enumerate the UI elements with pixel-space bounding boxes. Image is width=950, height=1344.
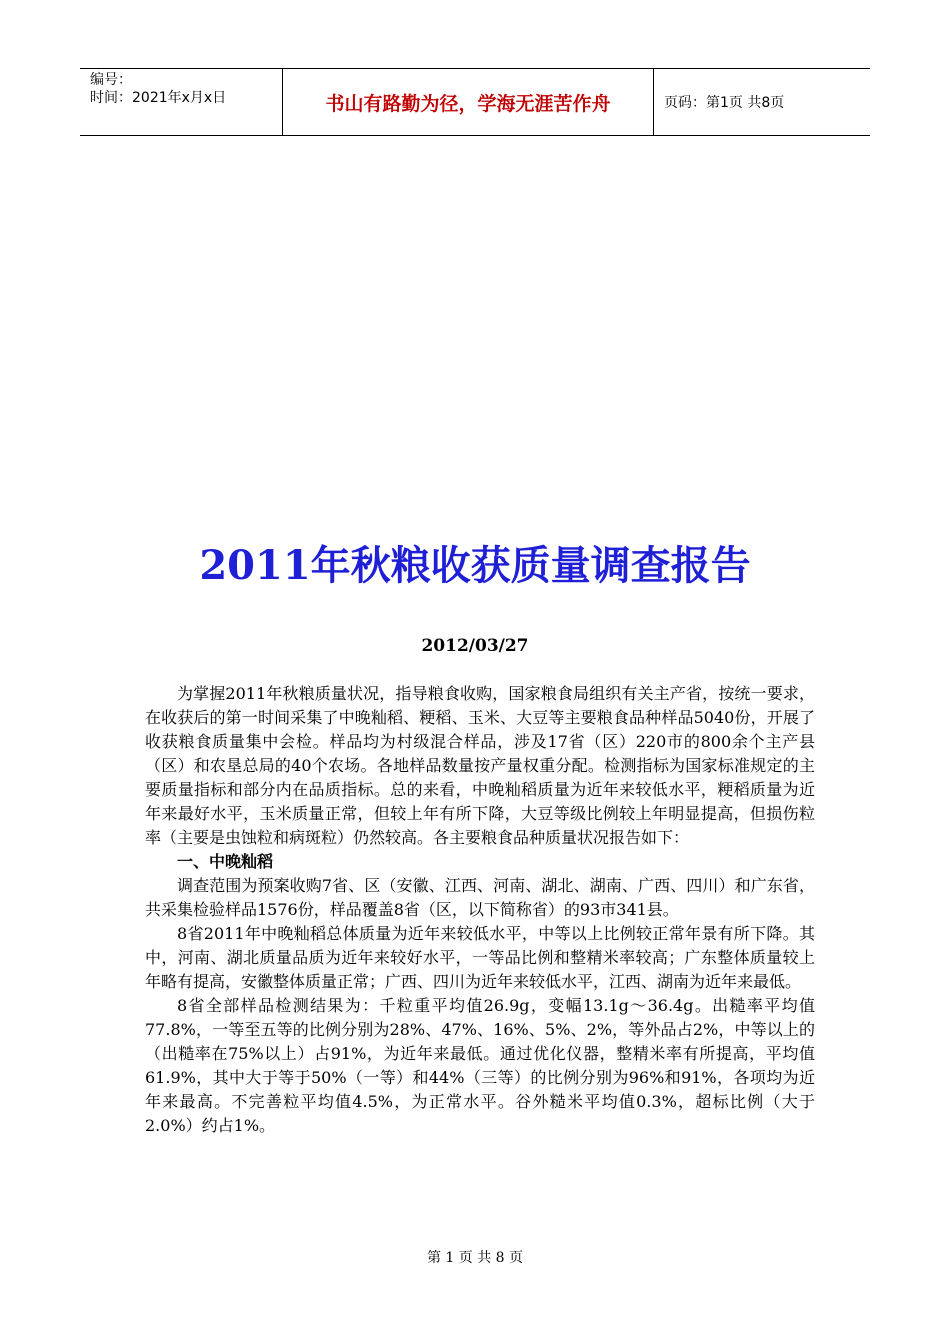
document-title: 2011年秋粮收获质量调查报告 — [199, 542, 751, 589]
body-paragraph: 调查范围为预案收购7省、区（安徽、江西、河南、湖北、湖南、广西、四川）和广东省，共采集检验样品1576份，样品覆盖8省（区，以下简称省）的93市341县。 — [145, 876, 815, 919]
document-date: 2012/03/27 — [421, 636, 529, 656]
header-motto: 书山有路勤为径，学海无涯苦作舟 — [282, 69, 654, 135]
time-label: 时间：2021年x月x日 — [90, 90, 227, 106]
body-paragraph: 8省2011年中晚籼稻总体质量为近年来较低水平，中等以上比例较正常年景有所下降。其中，河南、湖北质量品质为近年来较好水平，一等品比例和整精米率较高；广东整体质量较上年略有提高，安徽整体质量正常；广西、四川为近年来较低水平，江西、湖南为近年来最低。 — [145, 924, 815, 991]
header-page-info: 页码：第1页 共8页 — [664, 95, 785, 111]
header-meta — [80, 69, 282, 135]
document-body — [145, 682, 815, 1138]
page-footer: 第 1 页 共 8 页 — [426, 1250, 524, 1266]
page-header — [80, 68, 870, 136]
number-label: 编号： — [90, 72, 132, 88]
section-heading: 一、中晚籼稻 — [177, 852, 274, 871]
intro-paragraph: 为掌握2011年秋粮质量状况，指导粮食收购，国家粮食局组织有关主产省，按统一要求，在收获后的第一时间采集了中晚籼稻、粳稻、玉米、大豆等主要粮食品种样品5040份，开展了收获粮食质量集中会检。样品均为村级混合样品，涉及17省（区）220市的800余个主产县（区）和农垦总局的40个农场。各地样品数量按产量权重分配。检测指标为国家标准规定的主要质量指标和部分内在品质指标。总的来看，中晚籼稻质量为近年来较低水平，粳稻质量为近年来最好水平，玉米质量正常，但较上年有所下降，大豆等级比例较上年明显提高，但损伤粒率（主要是虫蚀粒和病斑粒）仍然较高。各主要粮食品种质量状况报告如下： — [145, 684, 815, 847]
body-paragraph: 8省全部样品检测结果为：千粒重平均值26.9g，变幅13.1g～36.4g。出糙率平均值77.8%，一等至五等的比例分别为28%、47%、16%、5%、2%，等外品占2%，中等以上的（出糙率在75%以上）占91%，为近年来最低。通过优化仪器，整精米率有所提高，平均值61.9%，其中大于等于50%（一等）和44%（三等）的比例分别为96%和91%，各项均为近年来最高。不完善粒平均值4.5%，为正常水平。谷外糙米平均值0.3%，超标比例（大于2.0%）约占1%。 — [145, 996, 815, 1135]
